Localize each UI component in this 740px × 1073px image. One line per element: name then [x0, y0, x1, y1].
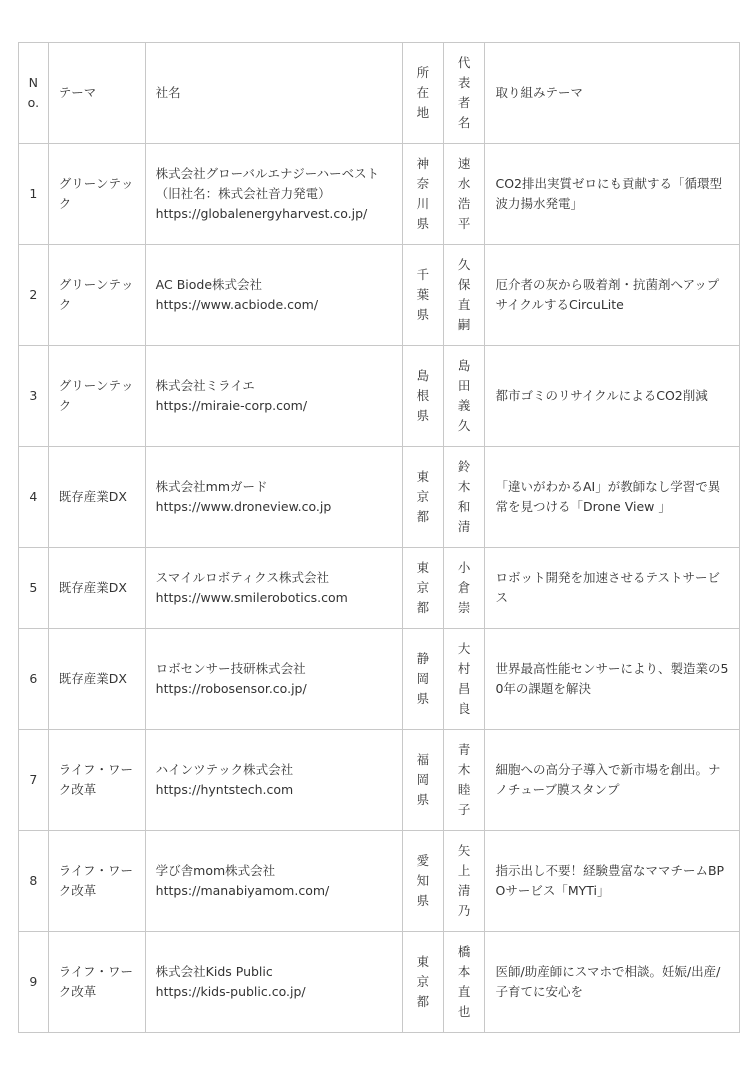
row-location	[402, 932, 443, 1033]
header-no-label: No.	[27, 75, 40, 110]
row-company	[145, 730, 402, 831]
row-theme: グリーンテック	[48, 245, 145, 346]
row-topic: 細胞への高分子導入で新市場を創出。ナノチューブ膜スタンプ	[485, 730, 740, 831]
row-theme: 既存産業DX	[48, 629, 145, 730]
company-url[interactable]: https://manabiyamom.com/	[155, 883, 330, 898]
company-name: 学び舎mom株式会社	[155, 863, 276, 878]
row-location	[402, 548, 443, 629]
row-location	[402, 730, 443, 831]
table-row	[19, 629, 740, 730]
location-text: 島根県	[416, 368, 430, 423]
representative-text: 青木睦子	[457, 742, 471, 817]
row-company	[145, 629, 402, 730]
location-text: 東京都	[416, 469, 430, 524]
table-row	[19, 548, 740, 629]
location-text: 千葉県	[416, 267, 430, 322]
row-number: 7	[19, 730, 49, 831]
representative-text: 鈴木和清	[457, 459, 471, 534]
row-location	[402, 447, 443, 548]
company-url[interactable]: https://kids-public.co.jp/	[155, 984, 306, 999]
startup-table-wrapper	[18, 42, 740, 1033]
table-row	[19, 730, 740, 831]
row-representative	[443, 144, 485, 245]
row-location	[402, 629, 443, 730]
row-company	[145, 245, 402, 346]
row-company	[145, 831, 402, 932]
location-text: 愛知県	[416, 853, 430, 908]
company-url[interactable]: https://robosensor.co.jp/	[155, 681, 307, 696]
company-url[interactable]: https://hyntstech.com	[155, 782, 294, 797]
row-number: 1	[19, 144, 49, 245]
row-representative	[443, 831, 485, 932]
row-number: 9	[19, 932, 49, 1033]
row-location	[402, 144, 443, 245]
company-name: スマイルロボティクス株式会社	[155, 570, 330, 585]
location-text: 福岡県	[416, 752, 430, 807]
table-row	[19, 144, 740, 245]
row-representative	[443, 932, 485, 1033]
row-representative	[443, 245, 485, 346]
table-body	[19, 43, 740, 1033]
row-theme: 既存産業DX	[48, 548, 145, 629]
row-location	[402, 346, 443, 447]
company-url[interactable]: https://www.smilerobotics.com	[155, 590, 348, 605]
row-company	[145, 447, 402, 548]
location-text: 神奈川県	[416, 156, 430, 231]
representative-text: 小倉崇	[457, 560, 471, 615]
company-name: ロボセンサー技研株式会社	[155, 661, 306, 676]
company-name: 株式会社mmガード	[155, 479, 268, 494]
representative-text: 速水浩平	[457, 156, 471, 231]
row-topic: 医師/助産師にスマホで相談。妊娠/出産/子育てに安心を	[485, 932, 740, 1033]
row-representative	[443, 346, 485, 447]
row-topic: 「違いがわかるAI」が教師なし学習で異常を見つける「Drone View 」	[485, 447, 740, 548]
row-theme: グリーンテック	[48, 144, 145, 245]
header-no	[19, 43, 49, 144]
row-theme: 既存産業DX	[48, 447, 145, 548]
company-url[interactable]: https://globalenergyharvest.co.jp/	[155, 206, 368, 221]
representative-text: 大村昌良	[457, 641, 471, 716]
location-text: 東京都	[416, 954, 430, 1009]
row-theme: グリーンテック	[48, 346, 145, 447]
row-number: 2	[19, 245, 49, 346]
row-number: 3	[19, 346, 49, 447]
row-representative	[443, 730, 485, 831]
row-topic: 都市ゴミのリサイクルによるCO2削減	[485, 346, 740, 447]
header-representative-label: 代表者名	[457, 55, 471, 130]
table-row	[19, 831, 740, 932]
table-row	[19, 932, 740, 1033]
header-representative	[443, 43, 485, 144]
row-number: 4	[19, 447, 49, 548]
header-theme: テーマ	[48, 43, 145, 144]
row-number: 6	[19, 629, 49, 730]
row-representative	[443, 447, 485, 548]
header-location	[402, 43, 443, 144]
row-representative	[443, 548, 485, 629]
row-company	[145, 346, 402, 447]
company-name: AC Biode株式会社	[155, 277, 263, 292]
row-company	[145, 548, 402, 629]
company-name: 株式会社ミライエ	[155, 378, 255, 393]
row-theme: ライフ・ワーク改革	[48, 831, 145, 932]
header-topic: 取り組みテーマ	[485, 43, 740, 144]
row-topic: 指示出し不要！経験豊富なママチームBPOサービス「MYTi」	[485, 831, 740, 932]
company-url[interactable]: https://www.droneview.co.jp	[155, 499, 332, 514]
table-row	[19, 245, 740, 346]
representative-text: 橋本直也	[457, 944, 471, 1019]
table-row	[19, 447, 740, 548]
row-topic: ロボット開発を加速させるテストサービス	[485, 548, 740, 629]
row-representative	[443, 629, 485, 730]
row-location	[402, 831, 443, 932]
company-name: 株式会社グローバルエナジーハーベスト（旧社名：株式会社音力発電）	[155, 166, 380, 201]
representative-text: 久保直嗣	[457, 257, 471, 332]
row-company	[145, 932, 402, 1033]
row-number: 8	[19, 831, 49, 932]
row-theme: ライフ・ワーク改革	[48, 730, 145, 831]
company-name: 株式会社Kids Public	[155, 964, 273, 979]
company-name: ハインツテック株式会社	[155, 762, 294, 777]
row-location	[402, 245, 443, 346]
row-number: 5	[19, 548, 49, 629]
location-text: 静岡県	[416, 651, 430, 706]
header-location-label: 所在地	[416, 65, 430, 120]
row-company	[145, 144, 402, 245]
representative-text: 矢上清乃	[457, 843, 471, 918]
row-theme: ライフ・ワーク改革	[48, 932, 145, 1033]
startup-table	[18, 42, 740, 1033]
location-text: 東京都	[416, 560, 430, 615]
company-url[interactable]: https://miraie-corp.com/	[155, 398, 308, 413]
row-topic: CO2排出実質ゼロにも貢献する「循環型波力揚水発電」	[485, 144, 740, 245]
row-topic: 厄介者の灰から吸着剤・抗菌剤へアップサイクルするCircuLite	[485, 245, 740, 346]
header-company: 社名	[145, 43, 402, 144]
company-url[interactable]: https://www.acbiode.com/	[155, 297, 319, 312]
table-header-row	[19, 43, 740, 144]
row-topic: 世界最高性能センサーにより、製造業の50年の課題を解決	[485, 629, 740, 730]
representative-text: 島田義久	[457, 358, 471, 433]
table-row	[19, 346, 740, 447]
